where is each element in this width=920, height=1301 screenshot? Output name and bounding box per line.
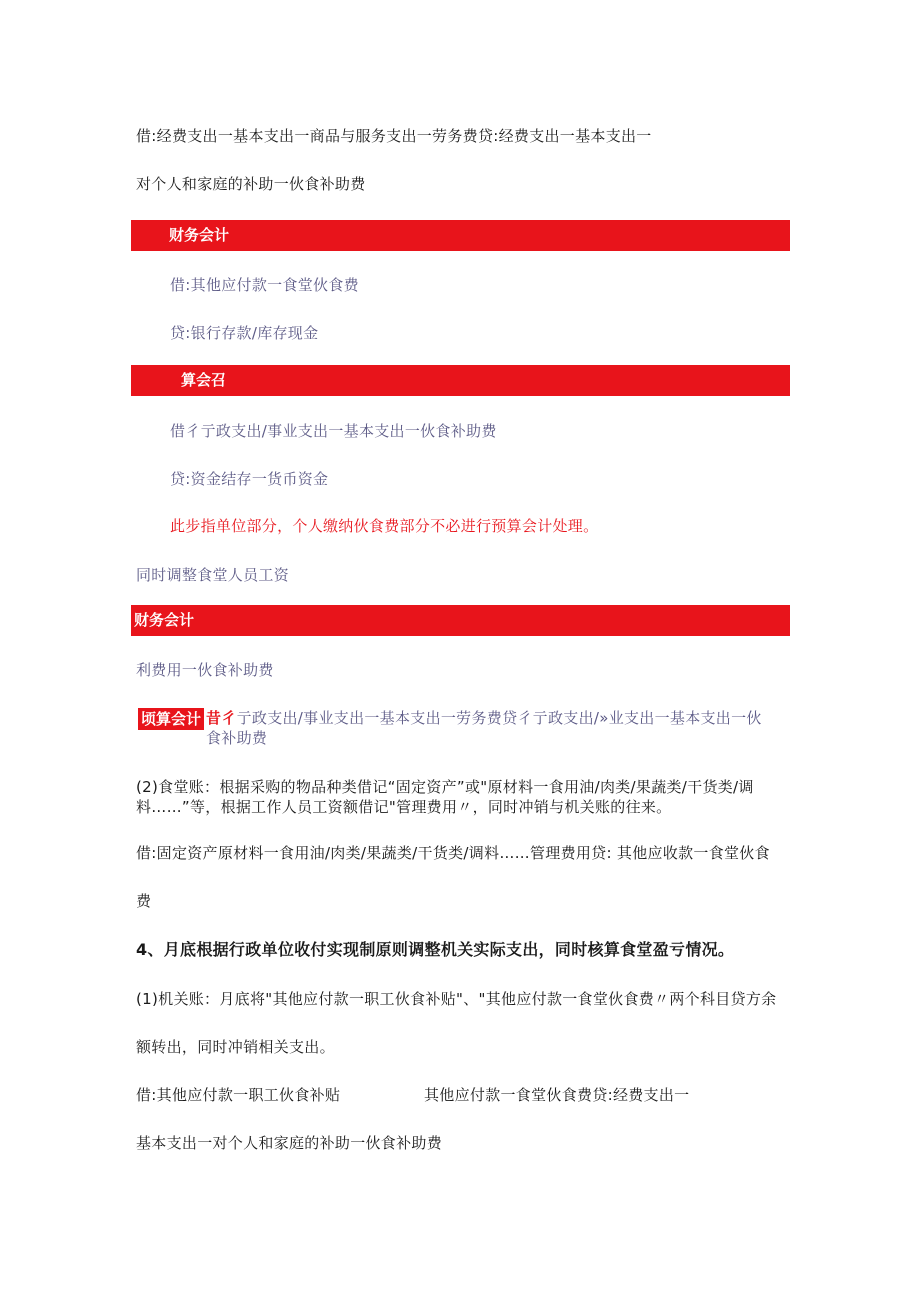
month-end-debit-a: 借:其他应付款一职工伙食补贴 (136, 1086, 341, 1104)
entry-line-2: 对个人和家庭的补助一伙食补助费 (136, 175, 366, 193)
bar-label: 算会召 (181, 371, 227, 389)
budget-entry-line-b: 食补助费 (206, 729, 268, 747)
bar-label: 财务会计 (169, 226, 230, 244)
financial-accounting-bar-2 (131, 605, 790, 636)
credit-line-2: 贷:资金结存一货币资金 (170, 470, 329, 488)
financial-accounting-bar-1 (131, 220, 790, 251)
agency-account-line-a: (1)机关账：月底将"其他应付款一职工伙食补贴"、"其他应付款一食堂伙食费〃两个科目贷方余 (136, 990, 777, 1008)
canteen-account-line-b: 料……”等，根据工作人员工资额借记"管理费用〃，同时冲销与机关账的往来。 (136, 798, 672, 816)
budget-entry-line-a (206, 708, 762, 728)
adjust-wages-line: 同时调整食堂人员工资 (136, 566, 290, 584)
bar-label: 财务会计 (134, 611, 195, 629)
canteen-entry-line-b: 费 (136, 892, 152, 910)
section-4-heading: 4、月底根据行政单位收付实现制原则调整机关实际支出，同时核算食堂盈亏情况。 (136, 940, 735, 959)
credit-line-1: 贷:银行存款/库存现金 (170, 324, 319, 342)
canteen-entry-line-a: 借:固定资产原材料一食用油/肉类/果蔬类/干货类/调料……管理费用贷: 其他应收款一食堂伙食 (136, 844, 770, 862)
canteen-account-line-a: (2)食堂账：根据采购的物品种类借记“固定资产”或"原材料一食用油/肉类/果蔬类/干货类/调 (136, 778, 754, 796)
budget-accounting-bar (131, 365, 790, 396)
note-line: 此步指单位部分，个人缴纳伙食费部分不必进行预算会计处理。 (170, 517, 599, 535)
entry-line-1: 借:经费支出一基本支出一商品与服务支出一劳务费贷:经费支出一基本支出一 (136, 127, 652, 145)
debit-line-1: 借:其他应付款一食堂伙食费 (170, 276, 359, 294)
expense-line: 利费用一伙食补助费 (136, 661, 274, 679)
debit-line-2: 借彳亍政支出/事业支出一基本支出一伙食补助费 (170, 422, 497, 440)
budget-entry-red-prefix: 昔彳 (206, 709, 237, 727)
budget-entry-text: 亍政支出/事业支出一基本支出一劳务费贷彳亍政支出/»业支出一基本支出一伙 (236, 709, 762, 727)
month-end-credit: 基本支出一对个人和家庭的补助一伙食补助费 (136, 1134, 443, 1152)
agency-account-line-b: 额转出，同时冲销相关支出。 (136, 1038, 335, 1056)
month-end-debit-b: 其他应付款一食堂伙食费贷:经费支出一 (424, 1086, 690, 1104)
budget-accounting-tag: 顷算会计 (138, 708, 204, 730)
